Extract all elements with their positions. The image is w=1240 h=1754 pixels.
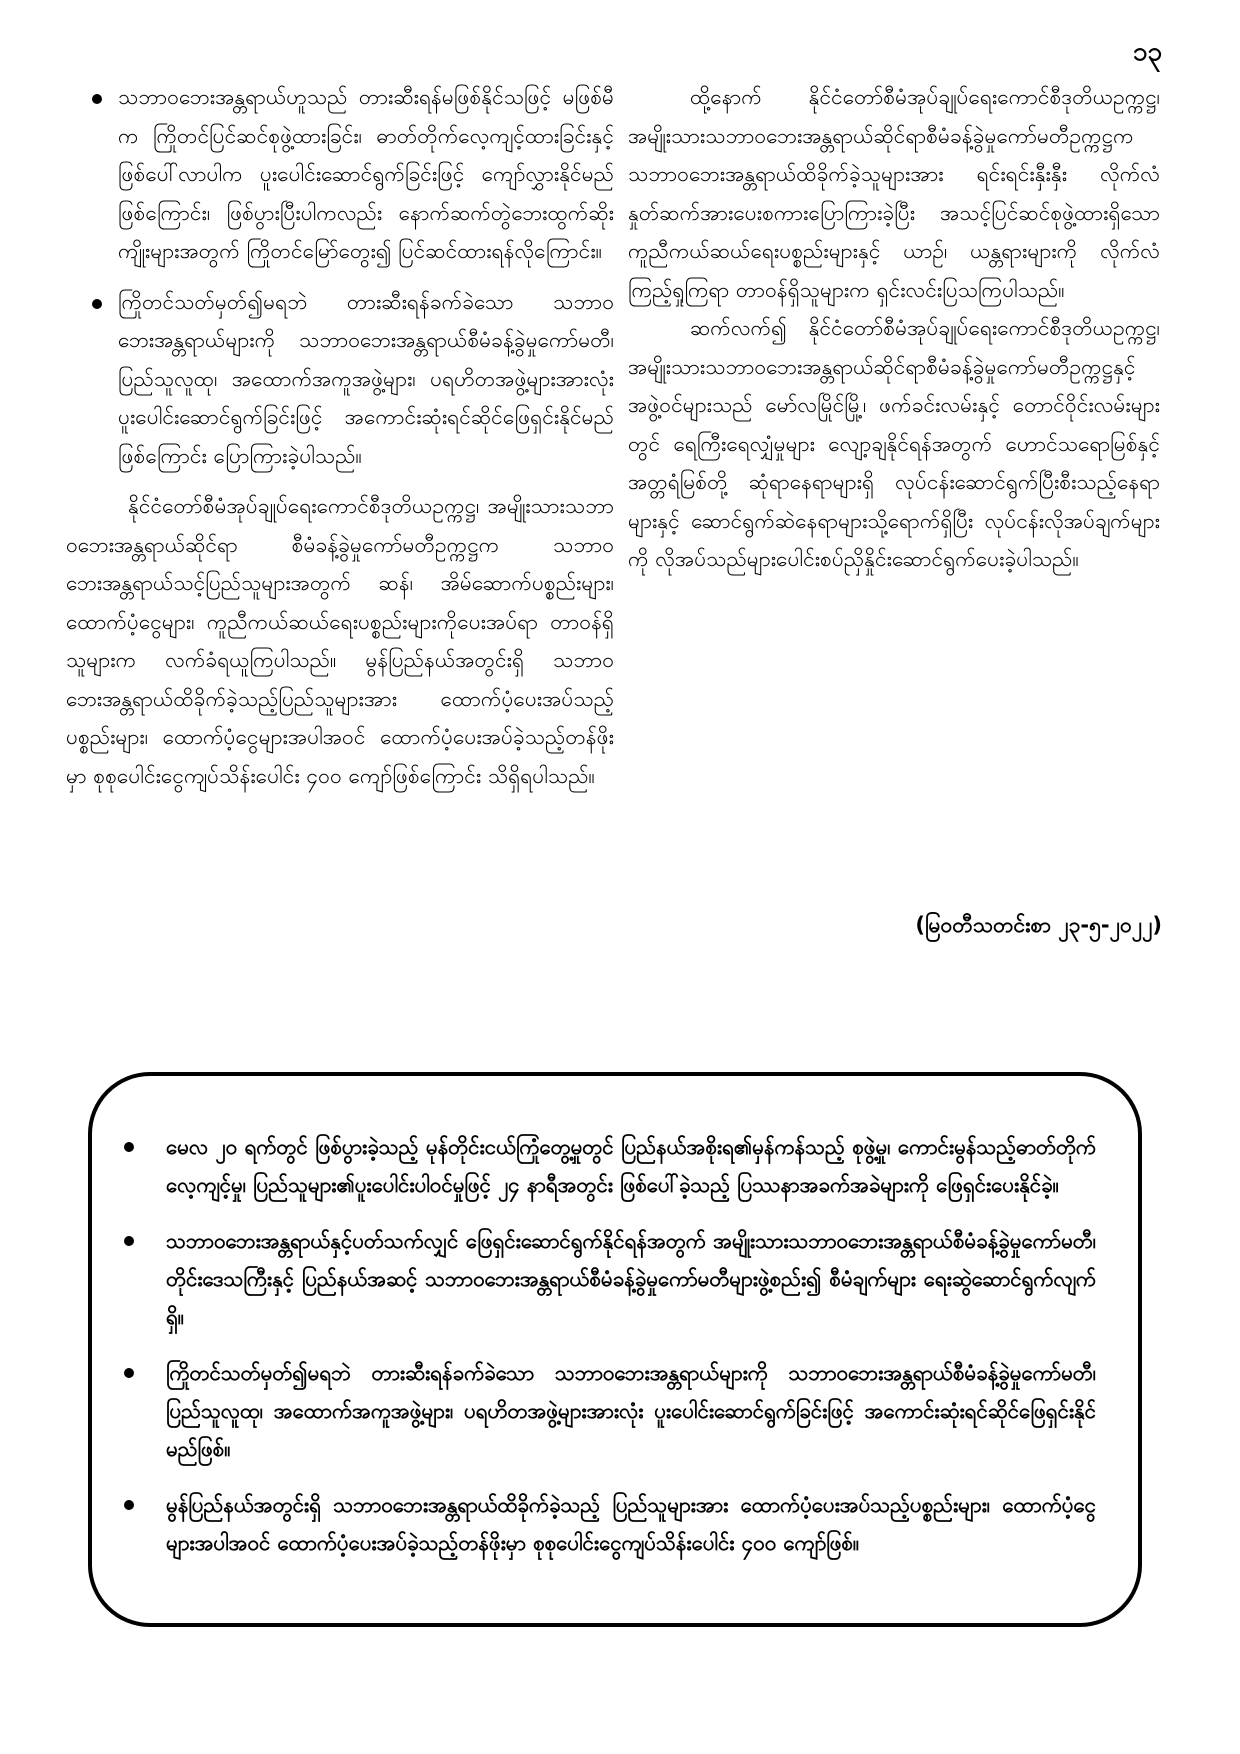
source-citation: (မြဝတီသတင်းစာ ၂၃-၅-၂၀၂၂) — [915, 913, 1162, 937]
right-column — [628, 78, 1160, 579]
summary-box — [88, 1072, 1142, 1627]
summary-item: မွန်ပြည်နယ်အတွင်းရှိ သဘာဝဘေးအန္တရာယ်ထိခိုက်ခဲ့သည့် ပြည်သူများအား ထောက်ပံ့ပေးအပ်သည့်ပစ္စည်းများ၊ ထောက်ပံ့ငွေများအပါအဝင် ထောက်ပံ့ပေးအပ်ခဲ့သည့်တန်ဖိုးမှာ စုစုပေါင်းငွေကျပ်သိန်းပေါင်း ၄၀၀ ကျော်ဖြစ်။ — [114, 1486, 1096, 1562]
left-bullet-list — [66, 78, 614, 475]
right-paragraph-1: ထို့နောက် နိုင်ငံတော်စီမံအုပ်ချုပ်ရေးကောင်စီဒုတိယဥက္ကဋ္ဌ၊ အမျိုးသားသဘာဝဘေးအန္တရာယ်ဆိုင်ရာစီမံခန့်ခွဲမှုကော်မတီဥက္ကဋ္ဌက သဘာဝဘေးအန္တရာယ်ထိခိုက်ခဲ့သူများအား ရင်းရင်းနှီးနှီး လိုက်လံနှုတ်ဆက်အားပေးစကားပြောကြားခဲ့ပြီး အသင့်ပြင်ဆင်စုဖွဲ့ထားရှိသော ကူညီကယ်ဆယ်ရေးပစ္စည်းများနှင့် ယာဉ်၊ ယန္တရားများကို လိုက်လံကြည့်ရှုကြရာ တာဝန်ရှိသူများက ရှင်းလင်းပြသကြပါသည်။ — [628, 85, 1160, 302]
left-paragraph: နိုင်ငံတော်စီမံအုပ်ချုပ်ရေးကောင်စီဒုတိယဥက္ကဋ္ဌ၊ အမျိုးသားသဘာဝဘေးအန္တရာယ်ဆိုင်ရာ စီမံခန့်ခွဲမှုကော်မတီဥက္ကဋ္ဌက သဘာဝဘေးအန္တရာယ်သင့်ပြည်သူများအတွက် ဆန်၊ အိမ်ဆောက်ပစ္စည်းများ၊ ထောက်ပံ့ငွေများ၊ ကူညီကယ်ဆယ်ရေးပစ္စည်းများကိုပေးအပ်ရာ တာဝန်ရှိသူများက လက်ခံရယူကြပါသည်။ မွန်ပြည်နယ်အတွင်းရှိ သဘာဝဘေးအန္တရာယ်ထိခိုက်ခဲ့သည့်ပြည်သူများအား ထောက်ပံ့ပေးအပ်သည့်ပစ္စည်းများ၊ ထောက်ပံ့ငွေများအပါအဝင် ထောက်ပံ့ပေးအပ်ခဲ့သည့်တန်ဖိုးမှာ စုစုပေါင်းငွေကျပ်သိန်းပေါင်း ၄၀၀ ကျော်ဖြစ်ကြောင်း သိရှိရပါသည်။ — [66, 494, 614, 788]
summary-item: ကြိုတင်သတ်မှတ်၍မရဘဲ တားဆီးရန်ခက်ခဲသော သဘာဝဘေးအန္တရာယ်များကို သဘာဝဘေးအန္တရာယ်စီမံခန့်ခွဲမှုကော်မတီ၊ ပြည်သူလူထု၊ အထောက်အကူအဖွဲ့များ၊ ပရဟိတအဖွဲ့များအားလုံး ပူးပေါင်းဆောင်ရွက်ခြင်းဖြင့် အကောင်းဆုံးရင်ဆိုင်ဖြေရှင်းနိုင်မည်ဖြစ်။ — [114, 1354, 1096, 1468]
left-bullet-item: ကြိုတင်သတ်မှတ်၍မရဘဲ တားဆီးရန်ခက်ခဲသော သဘာဝဘေးအန္တရာယ်များကို သဘာဝဘေးအန္တရာယ်စီမံခန့်ခွဲမှုကော်မတီ၊ ပြည်သူလူထု၊ အထောက်အကူအဖွဲ့များ၊ ပရဟိတအဖွဲ့များအားလုံး ပူးပေါင်းဆောင်ရွက်ခြင်းဖြင့် အကောင်းဆုံးရင်ဆိုင်ဖြေရှင်းနိုင်မည်ဖြစ်ကြောင်း ပြောကြားခဲ့ပါသည်။ — [66, 283, 614, 476]
page-number: ၁၃ — [1132, 37, 1162, 67]
left-column — [66, 78, 614, 795]
right-paragraph-2: ဆက်လက်၍ နိုင်ငံတော်စီမံအုပ်ချုပ်ရေးကောင်စီဒုတိယဥက္ကဋ္ဌ၊ အမျိုးသားသဘာဝဘေးအန္တရာယ်ဆိုင်ရာစီမံခန့်ခွဲမှုကော်မတီဥက္ကဋ္ဌနှင့်အဖွဲ့ဝင်များသည် မော်လမြိုင်မြို့၊ ဖက်ခင်းလမ်းနှင့် တောင်ဝိုင်းလမ်းများတွင် ရေကြီးရေလျှံမှုများ လျော့ချနိုင်ရန်အတွက် ဟောင်သရောမြစ်နှင့် အတ္တရံမြစ်တို့ ဆုံရာနေရာများရှိ လုပ်ငန်းဆောင်ရွက်ပြီးစီးသည့်နေရာများနှင့် ဆောင်ရွက်ဆဲနေရာများသို့ရောက်ရှိပြီး လုပ်ငန်းလိုအပ်ချက်များကို လိုအပ်သည်များပေါင်းစပ်ညှိနှိုင်းဆောင်ရွက်ပေးခဲ့ပါသည်။ — [628, 316, 1160, 571]
summary-item: မေလ ၂၀ ရက်တွင် ဖြစ်ပွားခဲ့သည့် မုန်တိုင်းငယ်ကြုံတွေ့မှုတွင် ပြည်နယ်အစိုးရ၏မှန်ကန်သည့် စုဖွဲ့မှု၊ ကောင်းမွန်သည့်ဓာတ်တိုက်လေ့ကျင့်မှု၊ ပြည်သူများ၏ပူးပေါင်းပါဝင်မှုဖြင့် ၂၄ နာရီအတွင်း ဖြစ်ပေါ်ခဲ့သည့် ပြဿနာအခက်အခဲများကို ဖြေရှင်းပေးနိုင်ခဲ့။ — [114, 1128, 1096, 1204]
summary-item: သဘာဝဘေးအန္တရာယ်နှင့်ပတ်သက်လျှင် ဖြေရှင်းဆောင်ရွက်နိုင်ရန်အတွက် အမျိုးသားသဘာဝဘေးအန္တရာယ်စီမံခန့်ခွဲမှုကော်မတီ၊ တိုင်းဒေသကြီးနှင့် ပြည်နယ်အဆင့် သဘာဝဘေးအန္တရာယ်စီမံခန့်ခွဲမှုကော်မတီများဖွဲ့စည်း၍ စီမံချက်များ ရေးဆွဲဆောင်ရွက်လျက်ရှိ။ — [114, 1222, 1096, 1336]
left-bullet-item: သဘာဝဘေးအန္တရာယ်ဟူသည် တားဆီးရန်မဖြစ်နိုင်သဖြင့် မဖြစ်မီက ကြိုတင်ပြင်ဆင်စုဖွဲ့ထားခြင်း၊ ဓာတ်တိုက်လေ့ကျင့်ထားခြင်းနှင့် ဖြစ်ပေါ်လာပါက ပူးပေါင်းဆောင်ရွက်ခြင်းဖြင့် ကျော်လွှားနိုင်မည်ဖြစ်ကြောင်း၊ ဖြစ်ပွားပြီးပါကလည်း နောက်ဆက်တွဲဘေးထွက်ဆိုးကျိုးများအတွက် ကြိုတင်မြော်တွေး၍ ပြင်ဆင်ထားရန်လိုကြောင်း။ — [66, 78, 614, 271]
